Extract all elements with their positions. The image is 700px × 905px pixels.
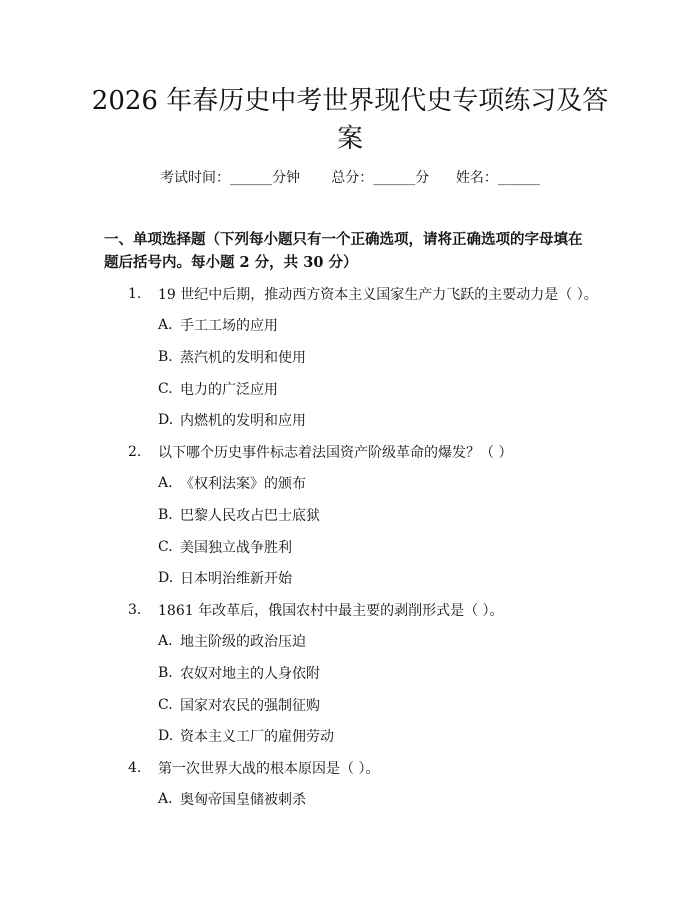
option-letter: C.: [158, 380, 173, 397]
option-c: [0, 689, 700, 721]
score-label: 总分：: [331, 170, 374, 186]
option-text: 内燃机的发明和应用: [180, 413, 306, 430]
question-stem: [0, 278, 700, 310]
option-d: [0, 404, 700, 436]
option-a: [0, 626, 700, 658]
question-text: 第一次世界大战的根本原因是（ ）。: [158, 760, 380, 777]
question-2: [0, 436, 700, 594]
option-c: [0, 531, 700, 563]
option-c: [0, 373, 700, 405]
option-letter: D.: [158, 728, 174, 745]
option-text: 手工工场的应用: [180, 318, 278, 335]
question-number: 2.: [128, 443, 142, 460]
option-text: 美国独立战争胜利: [180, 539, 292, 556]
option-d: [0, 720, 700, 752]
option-b: [0, 499, 700, 531]
document-title: 2026 年春历史中考世界现代史专项练习及答案: [91, 86, 609, 154]
score-blank: ______: [373, 170, 416, 186]
question-list: [0, 278, 700, 815]
option-text: 日本明治维新开始: [180, 571, 292, 588]
time-blank: ______: [230, 170, 273, 186]
option-text: 蒸汽机的发明和使用: [180, 349, 306, 366]
option-a: [0, 468, 700, 500]
option-text: 《权利法案》的颁布: [180, 476, 306, 493]
exam-info-line: [0, 168, 700, 188]
question-number: 3.: [128, 601, 142, 618]
option-letter: B.: [158, 664, 173, 681]
option-letter: B.: [158, 506, 173, 523]
option-letter: C.: [158, 696, 173, 713]
option-letter: A.: [158, 475, 173, 492]
question-number: 4.: [128, 759, 142, 776]
question-stem: [0, 594, 700, 626]
question-3: [0, 594, 700, 752]
question-1: [0, 278, 700, 436]
question-number: 1.: [128, 285, 142, 302]
name-blank: ______: [497, 170, 540, 186]
name-label: 姓名：: [455, 170, 498, 186]
time-unit: 分钟: [272, 170, 301, 186]
option-letter: D.: [158, 570, 174, 587]
option-text: 巴黎人民攻占巴士底狱: [180, 507, 320, 524]
question-text: 1861 年改革后，俄国农村中最主要的剥削形式是（ ）。: [158, 602, 504, 619]
option-text: 电力的广泛应用: [180, 381, 278, 398]
question-text: 以下哪个历史事件标志着法国资产阶级革命的爆发？（ ）: [158, 444, 513, 461]
option-text: 国家对农民的强制征购: [180, 697, 320, 714]
option-text: 资本主义工厂的雇佣劳动: [180, 729, 334, 746]
option-a: [0, 784, 700, 816]
option-a: [0, 310, 700, 342]
option-letter: D.: [158, 412, 174, 429]
score-unit: 分: [415, 170, 430, 186]
question-stem: [0, 752, 700, 784]
option-letter: B.: [158, 348, 173, 365]
option-letter: A.: [158, 791, 173, 808]
question-stem: [0, 436, 700, 468]
option-b: [0, 341, 700, 373]
option-d: [0, 562, 700, 594]
question-text: 19 世纪中后期，推动西方资本主义国家生产力飞跃的主要动力是（ ）。: [158, 286, 598, 303]
option-text: 地主阶级的政治压迫: [180, 634, 306, 651]
option-letter: A.: [158, 633, 173, 650]
section-heading: 一、单项选择题（下列每小题只有一个正确选项，请将正确选项的字母填在题后括号内。每小题 2 分，共 30 分）: [104, 231, 583, 271]
option-letter: A.: [158, 317, 173, 334]
option-text: 奥匈帝国皇储被刺杀: [180, 792, 306, 809]
option-b: [0, 657, 700, 689]
question-4: [0, 752, 700, 815]
time-label: 考试时间：: [160, 170, 231, 186]
option-text: 农奴对地主的人身依附: [180, 665, 320, 682]
option-letter: C.: [158, 538, 173, 555]
